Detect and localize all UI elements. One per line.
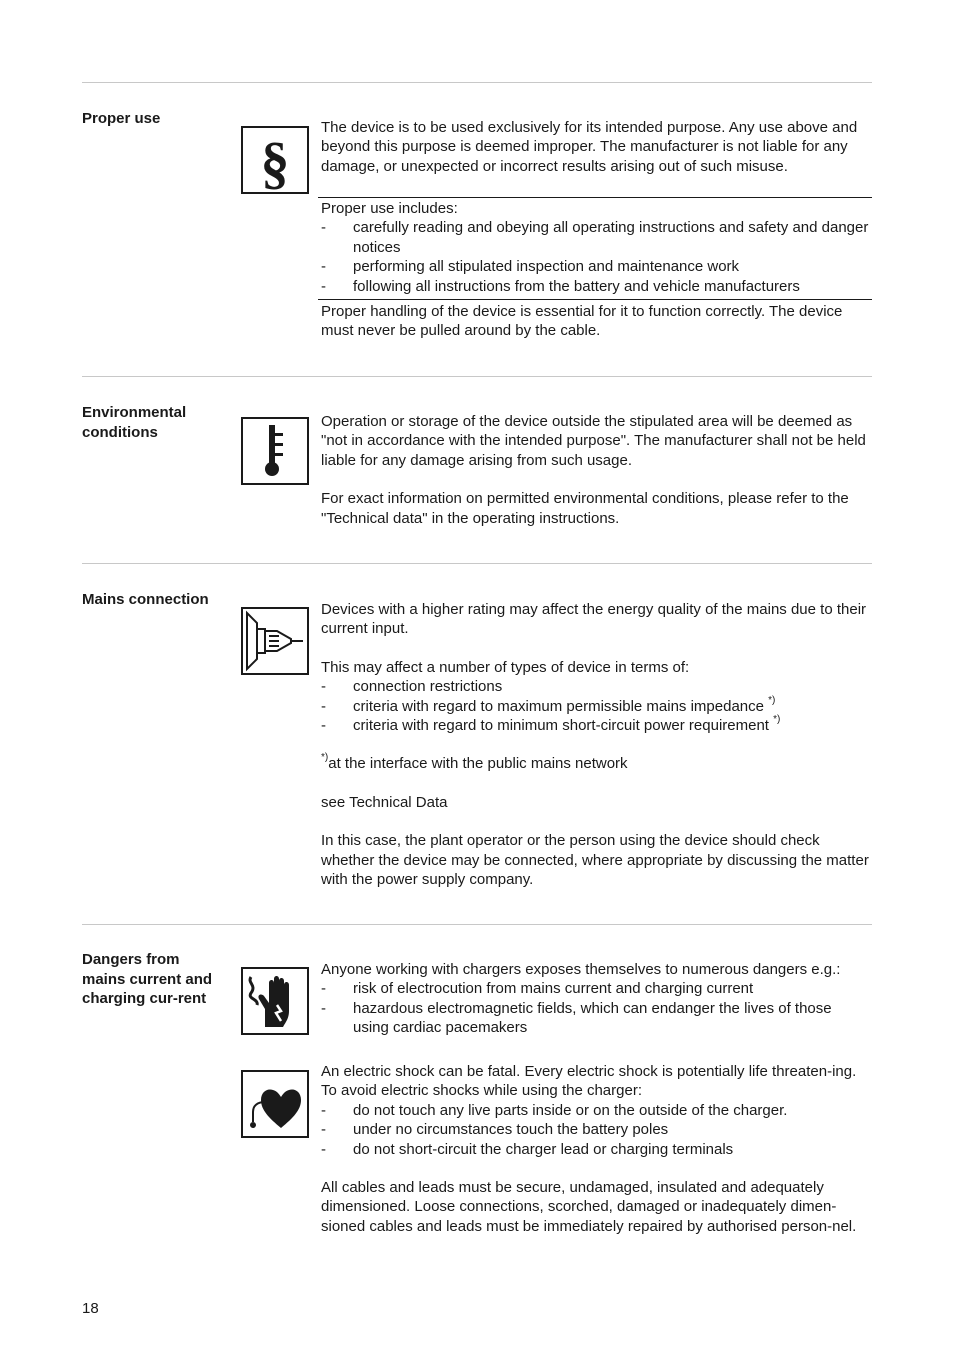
proper-use-includes bbox=[321, 199, 871, 296]
dangers-shock: An electric shock can be fatal. Every electric shock is potentially life threaten-ing. To avoid electric shocks while using the charger: - do not touch any live parts inside or on the outside of the charger. - under no circumstances touch the battery poles - do not short-circuit the charger lead or charging terminals All cables and leads must be secure, undamaged, insulated and adequately dimensioned. Loose connections, scorched, damaged or inadequately dimen-sioned cables and leads must be immediately repaired by authorised person-nel. bbox=[321, 1062, 871, 1236]
proper-use-intro: The device is to be used exclusively for its intended purpose. Any use above and beyond this purpose is deemed improper. The manufacturer is not liable for any damage, or unexpected or incorrect results arising out of such misuse. bbox=[321, 119, 858, 175]
proper-use-divider-1 bbox=[318, 197, 872, 198]
svg-text:§: § bbox=[260, 130, 290, 192]
proper-use-divider-2 bbox=[318, 299, 872, 300]
top-divider bbox=[82, 82, 872, 83]
section-divider bbox=[82, 924, 872, 925]
proper-use-includes-lead: Proper use includes: bbox=[321, 200, 458, 217]
section-divider bbox=[82, 563, 872, 564]
list-item: - under no circumstances touch the battery poles bbox=[321, 1121, 669, 1139]
list-item: - do not touch any live parts inside or on the outside of the charger. bbox=[321, 1101, 788, 1119]
mains-see-technical-data: see Technical Data bbox=[321, 793, 448, 811]
list-item: - performing all stipulated inspection and maintenance work bbox=[321, 258, 740, 276]
mains-plug-icon bbox=[241, 607, 309, 675]
list-item: - hazardous electromagnetic fields, which can endanger the lives of those using cardiac pacemakers bbox=[321, 999, 832, 1037]
section-title-mains: Mains connection bbox=[82, 591, 209, 608]
list-item: - do not short-circuit the charger lead or charging terminals bbox=[321, 1140, 734, 1158]
list-item: - following all instructions from the battery and vehicle manufacturers bbox=[321, 277, 800, 295]
section-divider bbox=[82, 376, 872, 377]
mains-text: Devices with a higher rating may affect the energy quality of the mains due to their current input. This may affect a number of types of device in terms of: - connection restrictions - criteria with regard to maximum permissible mains impedance *) - criteria with regard to minimum short-circuit power requirement *) *)at the interface with the public mains network see Technical Data In this case, the plant operator or the person using the device should check whether the device may be connected, where appropriate by discussing the matter with the power supply company. bbox=[321, 600, 871, 889]
section-title-dangers: Dangers from mains current and charging cur-rent bbox=[82, 951, 213, 1007]
dangers-intro: Anyone working with chargers exposes themselves to numerous dangers e.g.: - risk of electrocution from mains current and charging current - hazardous electromagnetic fields, which can endanger the lives of those using cardiac pacemakers bbox=[321, 960, 871, 1038]
page-number: 18 bbox=[82, 1300, 99, 1317]
list-item: - risk of electrocution from mains current and charging current bbox=[321, 980, 754, 998]
thermometer-icon bbox=[241, 417, 309, 485]
section-title-proper-use: Proper use bbox=[82, 110, 161, 127]
pacemaker-heart-icon bbox=[241, 1070, 309, 1138]
list-item: - criteria with regard to maximum permissible mains impedance *) bbox=[321, 694, 776, 715]
section-title-environment: Environmental conditions bbox=[82, 404, 187, 441]
paragraph-icon bbox=[241, 126, 309, 194]
mains-footnote: *)at the interface with the public mains network bbox=[321, 752, 628, 773]
environment-text: Operation or storage of the device outside the stipulated area will be deemed as "not in accordance with the intended purpose". The manufacturer shall not be held liable for any damage arising from such usage. For exact information on permitted environmental conditions, please refer to the "Technical data" in the operating instructions. bbox=[321, 413, 866, 527]
electrocution-hand-icon bbox=[241, 967, 309, 1035]
list-item: - carefully reading and obeying all operating instructions and safety and danger notices bbox=[321, 219, 869, 256]
list-item: - connection restrictions bbox=[321, 678, 503, 696]
list-item: - criteria with regard to minimum short-circuit power requirement *) bbox=[321, 714, 781, 735]
proper-use-handling: Proper handling of the device is essential for it to function correctly. The device must never be pulled around by the cable. bbox=[321, 303, 843, 340]
